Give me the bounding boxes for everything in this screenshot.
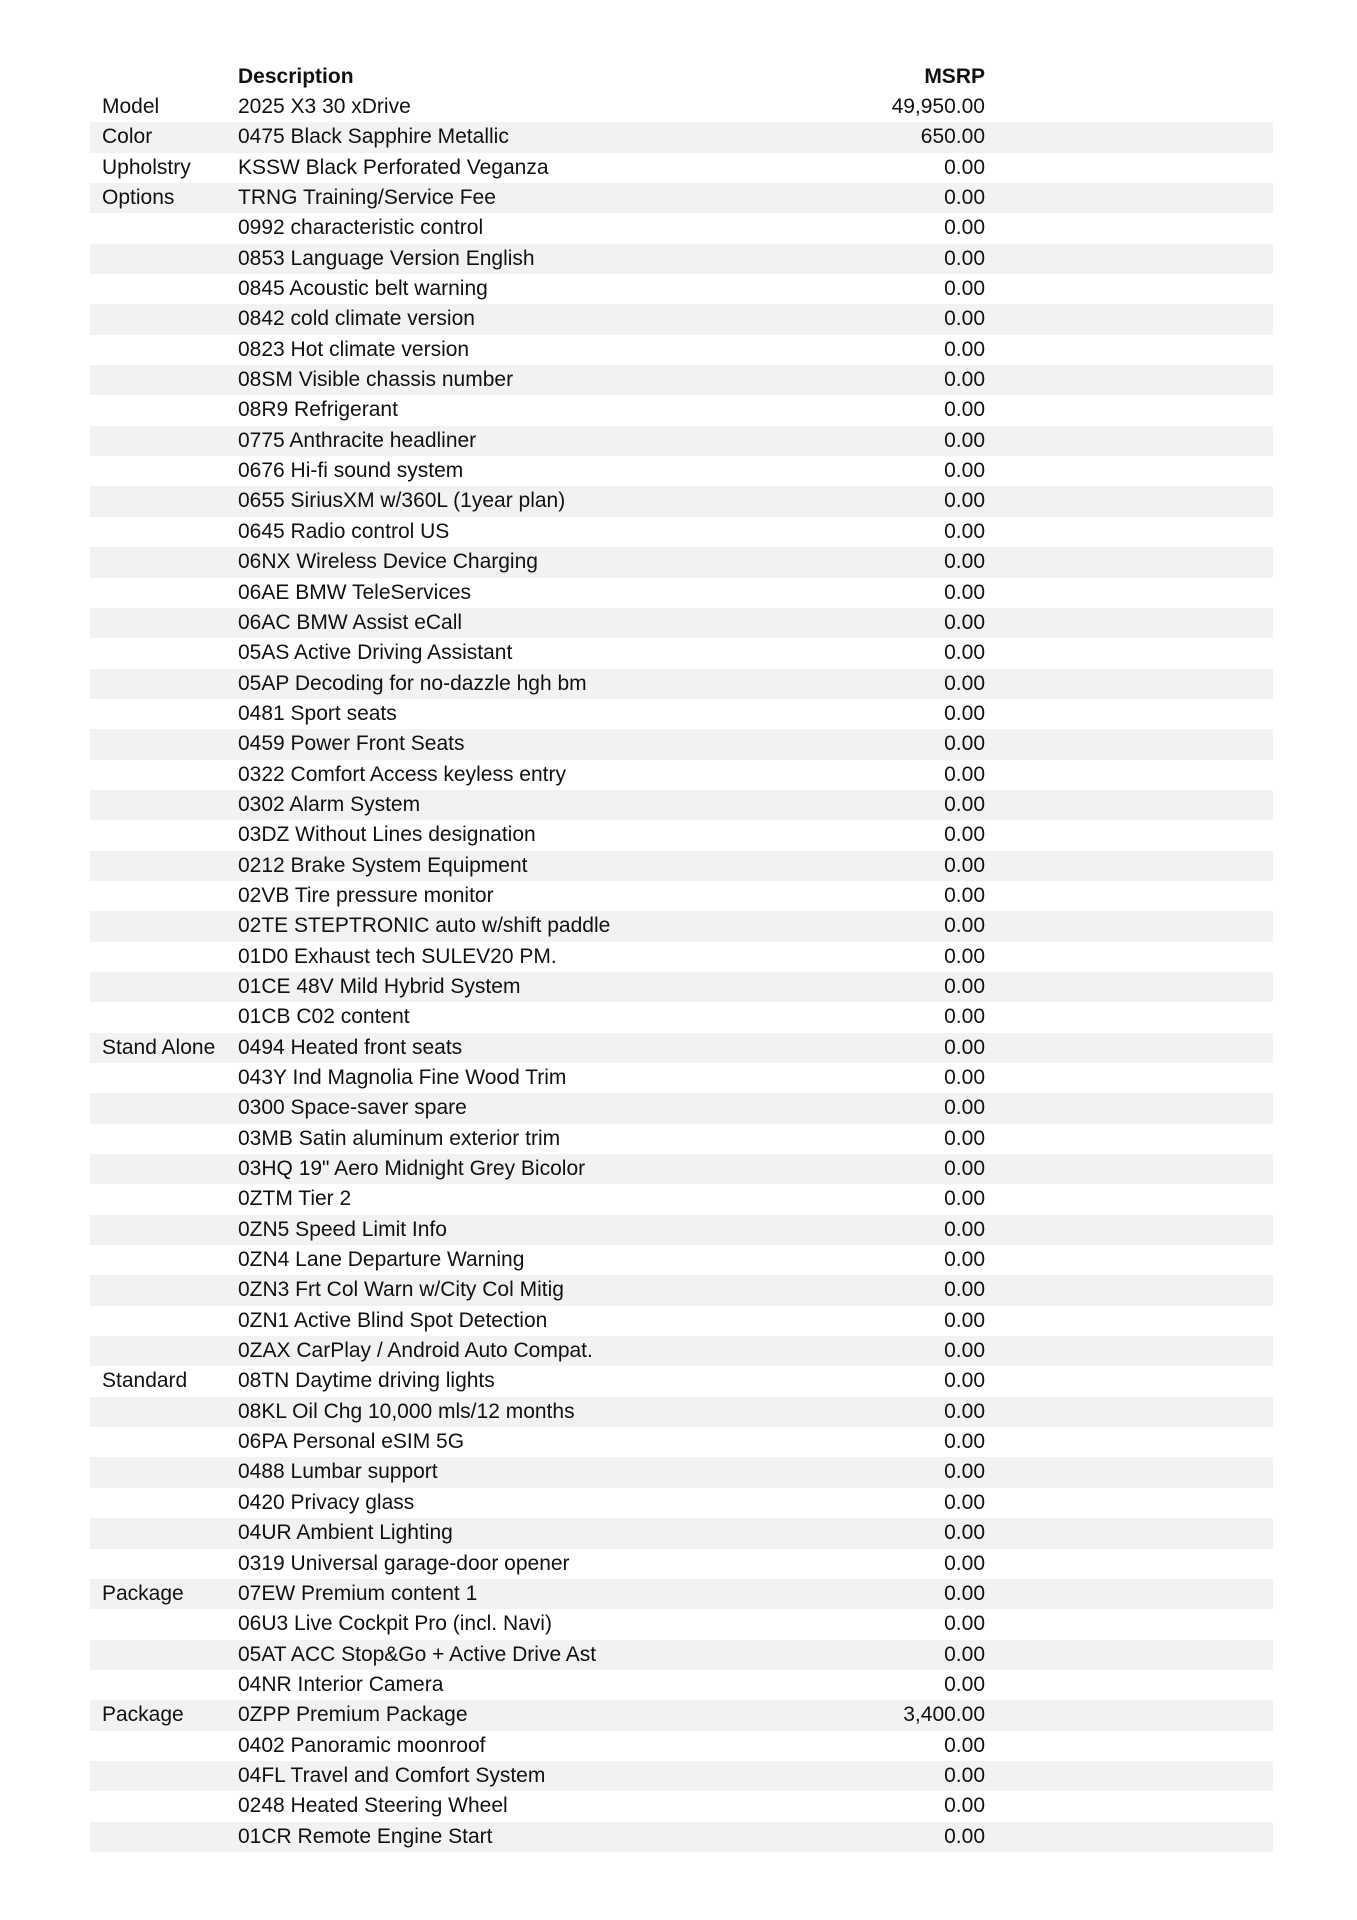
row-category: Upholstry bbox=[102, 155, 191, 179]
row-description: 0212 Brake System Equipment bbox=[238, 853, 528, 877]
row-msrp: 0.00 bbox=[944, 610, 985, 634]
row-description: 01CB C02 content bbox=[238, 1005, 410, 1029]
row-msrp: 0.00 bbox=[944, 823, 985, 847]
table-row bbox=[90, 699, 1273, 729]
table-row bbox=[90, 1427, 1273, 1457]
row-description: 0248 Heated Steering Wheel bbox=[238, 1794, 508, 1818]
row-description: 043Y Ind Magnolia Fine Wood Trim bbox=[238, 1066, 567, 1089]
table-row bbox=[90, 1245, 1273, 1275]
row-msrp: 0.00 bbox=[944, 1339, 985, 1363]
row-description: 04FL Travel and Comfort System bbox=[238, 1763, 546, 1787]
table-row bbox=[90, 122, 1273, 152]
row-msrp: 0.00 bbox=[944, 1399, 985, 1423]
row-category: Model bbox=[102, 95, 160, 118]
table-row bbox=[90, 1002, 1273, 1032]
row-msrp: 0.00 bbox=[944, 1460, 985, 1484]
row-description: 01CE 48V Mild Hybrid System bbox=[238, 974, 521, 998]
table-row bbox=[90, 1124, 1273, 1154]
row-description: 08R9 Refrigerant bbox=[238, 398, 398, 422]
row-msrp: 3,400.00 bbox=[903, 1703, 985, 1727]
table-row bbox=[90, 486, 1273, 516]
row-msrp: 0.00 bbox=[944, 1612, 985, 1636]
row-msrp: 0.00 bbox=[944, 459, 985, 483]
row-msrp: 0.00 bbox=[944, 1369, 985, 1393]
row-msrp: 0.00 bbox=[944, 671, 985, 695]
row-description: 04UR Ambient Lighting bbox=[238, 1521, 453, 1545]
row-msrp: 0.00 bbox=[944, 762, 985, 786]
description-header: Description bbox=[238, 65, 354, 88]
row-msrp: 0.00 bbox=[944, 1096, 985, 1120]
row-msrp: 0.00 bbox=[944, 155, 985, 179]
table-row bbox=[90, 760, 1273, 790]
row-msrp: 0.00 bbox=[944, 519, 985, 543]
row-msrp: 0.00 bbox=[944, 974, 985, 998]
row-description: 06U3 Live Cockpit Pro (incl. Navi) bbox=[238, 1612, 552, 1636]
row-description: 04NR Interior Camera bbox=[238, 1672, 444, 1696]
table-row bbox=[90, 1215, 1273, 1245]
row-category: Package bbox=[102, 1703, 184, 1727]
row-category: Options bbox=[102, 186, 175, 210]
table-row bbox=[90, 1184, 1273, 1214]
row-msrp: 0.00 bbox=[944, 1126, 985, 1150]
row-description: 0ZN1 Active Blind Spot Detection bbox=[238, 1308, 548, 1332]
row-description: 08KL Oil Chg 10,000 mls/12 months bbox=[238, 1399, 575, 1423]
row-description: 05AP Decoding for no-dazzle hgh bm bbox=[238, 671, 587, 695]
row-description: 0475 Black Sapphire Metallic bbox=[238, 125, 509, 149]
row-msrp: 0.00 bbox=[944, 1551, 985, 1575]
row-description: 0853 Language Version English bbox=[238, 246, 535, 270]
row-description: 0ZN4 Lane Departure Warning bbox=[238, 1248, 525, 1272]
row-description: 08SM Visible chassis number bbox=[238, 368, 514, 392]
table-row bbox=[90, 1609, 1273, 1639]
row-msrp: 0.00 bbox=[944, 944, 985, 968]
row-description: 02VB Tire pressure monitor bbox=[238, 883, 494, 907]
table-row bbox=[90, 729, 1273, 759]
row-description: 0823 Hot climate version bbox=[238, 337, 470, 361]
table-row bbox=[90, 1063, 1273, 1093]
table-row bbox=[90, 1700, 1273, 1730]
row-msrp: 0.00 bbox=[944, 1035, 985, 1059]
row-msrp: 0.00 bbox=[944, 186, 985, 210]
table-row bbox=[90, 942, 1273, 972]
row-msrp: 0.00 bbox=[944, 1521, 985, 1545]
row-msrp: 0.00 bbox=[944, 1005, 985, 1029]
row-description: 0ZN3 Frt Col Warn w/City Col Mitig bbox=[238, 1278, 564, 1302]
table-row bbox=[90, 335, 1273, 365]
row-msrp: 0.00 bbox=[944, 1824, 985, 1848]
row-description: KSSW Black Perforated Veganza bbox=[238, 155, 549, 179]
table-row bbox=[90, 790, 1273, 820]
table-row bbox=[90, 1457, 1273, 1487]
table-row bbox=[90, 1549, 1273, 1579]
table-row bbox=[90, 456, 1273, 486]
row-msrp: 0.00 bbox=[944, 1066, 985, 1089]
row-msrp: 0.00 bbox=[944, 1308, 985, 1332]
row-description: 0300 Space-saver spare bbox=[238, 1096, 467, 1120]
table-row bbox=[90, 851, 1273, 881]
row-category: Package bbox=[102, 1581, 184, 1605]
row-description: 0ZPP Premium Package bbox=[238, 1703, 468, 1727]
table-row bbox=[90, 1731, 1273, 1761]
row-description: 0319 Universal garage-door opener bbox=[238, 1551, 570, 1575]
row-msrp: 0.00 bbox=[944, 1430, 985, 1454]
row-description: 0ZN5 Speed Limit Info bbox=[238, 1217, 447, 1241]
table-row bbox=[90, 244, 1273, 274]
table-row bbox=[90, 1275, 1273, 1305]
table-row bbox=[90, 547, 1273, 577]
row-msrp: 0.00 bbox=[944, 853, 985, 877]
table-row bbox=[90, 1093, 1273, 1123]
row-description: 0842 cold climate version bbox=[238, 307, 475, 331]
row-description: 0ZTM Tier 2 bbox=[238, 1187, 352, 1211]
table-row bbox=[90, 578, 1273, 608]
row-category: Standard bbox=[102, 1369, 188, 1393]
row-description: 06PA Personal eSIM 5G bbox=[238, 1430, 465, 1454]
table-row bbox=[90, 1154, 1273, 1184]
row-description: 08TN Daytime driving lights bbox=[238, 1369, 495, 1393]
row-msrp: 0.00 bbox=[944, 914, 985, 938]
row-msrp: 0.00 bbox=[944, 1642, 985, 1666]
row-description: 0845 Acoustic belt warning bbox=[238, 277, 488, 301]
table-row bbox=[90, 1336, 1273, 1366]
table-row bbox=[90, 1518, 1273, 1548]
row-msrp: 49,950.00 bbox=[891, 95, 985, 118]
table-row bbox=[90, 608, 1273, 638]
row-description: 06AE BMW TeleServices bbox=[238, 580, 472, 604]
row-msrp: 0.00 bbox=[944, 1157, 985, 1181]
table-row bbox=[90, 1033, 1273, 1063]
row-msrp: 0.00 bbox=[944, 428, 985, 452]
row-description: 0775 Anthracite headliner bbox=[238, 428, 477, 452]
row-description: 0302 Alarm System bbox=[238, 792, 421, 816]
table-row bbox=[90, 1791, 1273, 1821]
row-description: 0322 Comfort Access keyless entry bbox=[238, 762, 566, 786]
row-description: 06AC BMW Assist eCall bbox=[238, 610, 463, 634]
row-msrp: 0.00 bbox=[944, 277, 985, 301]
row-description: 0ZAX CarPlay / Android Auto Compat. bbox=[238, 1339, 593, 1363]
table-row bbox=[90, 517, 1273, 547]
row-msrp: 0.00 bbox=[944, 550, 985, 574]
table-row bbox=[90, 1306, 1273, 1336]
row-msrp: 0.00 bbox=[944, 398, 985, 422]
row-description: 07EW Premium content 1 bbox=[238, 1581, 478, 1605]
row-description: 0481 Sport seats bbox=[238, 701, 397, 725]
row-description: 06NX Wireless Device Charging bbox=[238, 550, 538, 574]
table-row bbox=[90, 426, 1273, 456]
options-table bbox=[90, 92, 1273, 1852]
row-msrp: 0.00 bbox=[944, 580, 985, 604]
table-row bbox=[90, 1488, 1273, 1518]
row-msrp: 0.00 bbox=[944, 1733, 985, 1757]
row-msrp: 650.00 bbox=[920, 125, 985, 149]
row-msrp: 0.00 bbox=[944, 216, 985, 240]
row-msrp: 0.00 bbox=[944, 307, 985, 331]
row-description: 0645 Radio control US bbox=[238, 519, 450, 543]
table-row bbox=[90, 1579, 1273, 1609]
row-msrp: 0.00 bbox=[944, 1248, 985, 1272]
table-row bbox=[90, 1822, 1273, 1852]
table-row bbox=[90, 1366, 1273, 1396]
row-msrp: 0.00 bbox=[944, 368, 985, 392]
row-msrp: 0.00 bbox=[944, 1490, 985, 1514]
table-row bbox=[90, 911, 1273, 941]
row-description: 0655 SiriusXM w/360L (1year plan) bbox=[238, 489, 566, 513]
table-row bbox=[90, 669, 1273, 699]
row-msrp: 0.00 bbox=[944, 1187, 985, 1211]
row-description: 0402 Panoramic moonroof bbox=[238, 1733, 486, 1757]
row-msrp: 0.00 bbox=[944, 1794, 985, 1818]
row-description: 0494 Heated front seats bbox=[238, 1035, 463, 1059]
row-description: 0459 Power Front Seats bbox=[238, 732, 465, 756]
row-msrp: 0.00 bbox=[944, 246, 985, 270]
row-description: 0992 characteristic control bbox=[238, 216, 484, 240]
row-msrp: 0.00 bbox=[944, 1278, 985, 1302]
row-description: 03MB Satin aluminum exterior trim bbox=[238, 1126, 561, 1150]
row-description: 01CR Remote Engine Start bbox=[238, 1824, 493, 1848]
row-msrp: 0.00 bbox=[944, 337, 985, 361]
table-row bbox=[90, 183, 1273, 213]
table-row bbox=[90, 274, 1273, 304]
row-msrp: 0.00 bbox=[944, 1581, 985, 1605]
row-description: 05AT ACC Stop&Go + Active Drive Ast bbox=[238, 1642, 597, 1666]
row-description: TRNG Training/Service Fee bbox=[238, 186, 496, 210]
row-category: Stand Alone bbox=[102, 1035, 216, 1059]
row-msrp: 0.00 bbox=[944, 701, 985, 725]
table-row bbox=[90, 638, 1273, 668]
row-msrp: 0.00 bbox=[944, 883, 985, 907]
row-description: 2025 X3 30 xDrive bbox=[238, 95, 411, 118]
row-msrp: 0.00 bbox=[944, 1672, 985, 1696]
table-row bbox=[90, 881, 1273, 911]
table-row bbox=[90, 1397, 1273, 1427]
table-row bbox=[90, 213, 1273, 243]
table-row bbox=[90, 1640, 1273, 1670]
row-msrp: 0.00 bbox=[944, 1763, 985, 1787]
table-row bbox=[90, 972, 1273, 1002]
table-row bbox=[90, 365, 1273, 395]
row-msrp: 0.00 bbox=[944, 792, 985, 816]
table-row bbox=[90, 92, 1273, 122]
row-msrp: 0.00 bbox=[944, 489, 985, 513]
table-row bbox=[90, 395, 1273, 425]
msrp-header: MSRP bbox=[924, 65, 985, 88]
table-row bbox=[90, 304, 1273, 334]
row-description: 05AS Active Driving Assistant bbox=[238, 641, 513, 665]
row-description: 0420 Privacy glass bbox=[238, 1490, 415, 1514]
row-category: Color bbox=[102, 125, 153, 149]
row-description: 0676 Hi-fi sound system bbox=[238, 459, 464, 483]
row-description: 0488 Lumbar support bbox=[238, 1460, 438, 1484]
table-row bbox=[90, 820, 1273, 850]
row-msrp: 0.00 bbox=[944, 1217, 985, 1241]
row-description: 03DZ Without Lines designation bbox=[238, 823, 536, 847]
table-row bbox=[90, 1761, 1273, 1791]
row-msrp: 0.00 bbox=[944, 641, 985, 665]
table-row bbox=[90, 153, 1273, 183]
row-description: 02TE STEPTRONIC auto w/shift paddle bbox=[238, 914, 611, 938]
row-description: 03HQ 19" Aero Midnight Grey Bicolor bbox=[238, 1157, 586, 1181]
row-description: 01D0 Exhaust tech SULEV20 PM. bbox=[238, 944, 557, 968]
table-row bbox=[90, 1670, 1273, 1700]
row-msrp: 0.00 bbox=[944, 732, 985, 756]
